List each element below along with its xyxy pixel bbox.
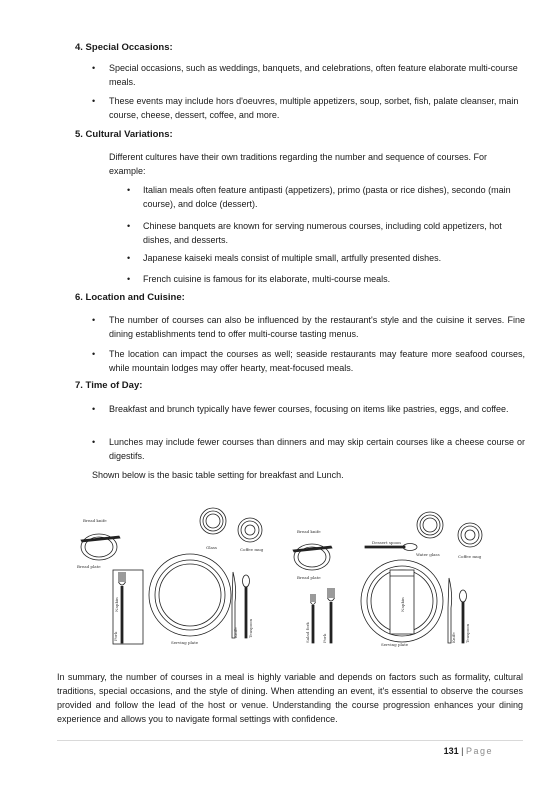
coffee-mug	[458, 523, 482, 547]
label-coffee-mug: Coffee mug	[458, 554, 482, 559]
label-napkin: Napkin	[400, 597, 405, 612]
footer-separator: |	[461, 746, 464, 756]
label-fork: Fork	[113, 631, 118, 641]
list-item: • Lunches may include fewer courses than dinners and may skip certain courses like a cheese course or digestifs.	[92, 437, 525, 461]
label-serving-plate: Serving plate	[381, 642, 409, 647]
left-setting	[77, 508, 264, 645]
heading-time-of-day: 7. Time of Day:	[75, 380, 143, 391]
label-salad-fork: Salad fork	[305, 622, 310, 643]
teaspoon	[243, 575, 254, 638]
heading-cultural-variations: 5. Cultural Variations:	[75, 129, 173, 140]
glass	[200, 508, 226, 534]
label-serving-plate: Serving plate	[171, 640, 199, 645]
label-bread-knife: Bread knife	[297, 529, 321, 534]
label-knife: Knife	[233, 627, 238, 638]
label-fork: Fork	[322, 633, 327, 643]
label-teaspoon: Teaspoon	[248, 618, 253, 638]
list-item: • Chinese banquets are known for serving numerous courses, including cold appetizers, hot dishes, and desserts.	[127, 221, 502, 245]
teaspoon	[460, 590, 471, 643]
right-setting	[293, 512, 482, 647]
list-item: • The location can impact the courses as well; seaside restaurants may feature more seafood courses, while mountain lodges may offer hearty, meat-focused meals.	[92, 349, 525, 373]
label-water-glass: Water glass	[416, 552, 440, 557]
list-item: • These events may include hors d'oeuvres, multiple appetizers, soup, sorbet, fish, palate cleanser, main course, cheese, dessert, coffee, and more.	[92, 96, 519, 120]
list-item: • The number of courses can also be influenced by the restaurant's style and the cuisine it serves. Fine dining establishments tend to offer multi-course tasting menus.	[92, 315, 525, 339]
heading-location-cuisine: 6. Location and Cuisine:	[75, 292, 185, 303]
page-number: 131	[443, 746, 459, 756]
salad-fork	[305, 594, 316, 643]
heading-special-occasions: 4. Special Occasions:	[75, 42, 173, 53]
footer-rule	[57, 740, 523, 741]
knife	[232, 572, 238, 638]
cultural-intro: Different cultures have their own traditions regarding the number and sequence of courses. For example:	[109, 152, 488, 176]
list-item: • Breakfast and brunch typically have fewer courses, focusing on items like pastries, eggs, and coffee.	[92, 404, 509, 414]
page-footer	[444, 746, 493, 756]
page-label: Page	[465, 746, 493, 756]
list-item: • Special occasions, such as weddings, banquets, and celebrations, often feature elaborate multi-course meals.	[92, 63, 518, 87]
label-bread-knife: Bread knife	[83, 518, 107, 523]
water-glass	[417, 512, 443, 538]
serving-plate	[149, 554, 231, 636]
napkin	[390, 570, 414, 634]
list-item: • Japanese kaiseki meals consist of multiple small, artfully presented dishes.	[127, 253, 442, 263]
fork	[322, 588, 335, 643]
knife	[448, 578, 456, 643]
label-glass: Glass	[206, 545, 217, 550]
label-bread-plate: Bread plate	[77, 564, 101, 569]
label-dessert-spoon: Dessert spoon	[372, 540, 401, 545]
coffee-mug	[238, 518, 262, 542]
summary-paragraph: In summary, the number of courses in a meal is highly variable and depends on factors such as formality, cultural traditions, special occasions, and the style of dining. When attending an event, it's essential to observe the courses provided and follow the lead of the host or venue. Understanding the course progression enhances your dining experience and allows you to navigate formal settings with confidence.	[57, 672, 523, 724]
label-knife: Knife	[451, 632, 456, 643]
label-bread-plate: Bread plate	[297, 575, 321, 580]
table-setting-figure	[75, 498, 495, 648]
label-coffee-mug: Coffee mug	[240, 547, 264, 552]
list-item: • French cuisine is famous for its elaborate, multi-course meals.	[127, 274, 391, 284]
figure-caption: Shown below is the basic table setting for breakfast and Lunch.	[92, 470, 344, 480]
label-napkin: Napkin	[114, 597, 119, 612]
label-teaspoon: Teaspoon	[465, 623, 470, 643]
list-item: • Italian meals often feature antipasti (appetizers), primo (pasta or rice dishes), secondo (main course), and dolce (dessert).	[127, 185, 511, 209]
